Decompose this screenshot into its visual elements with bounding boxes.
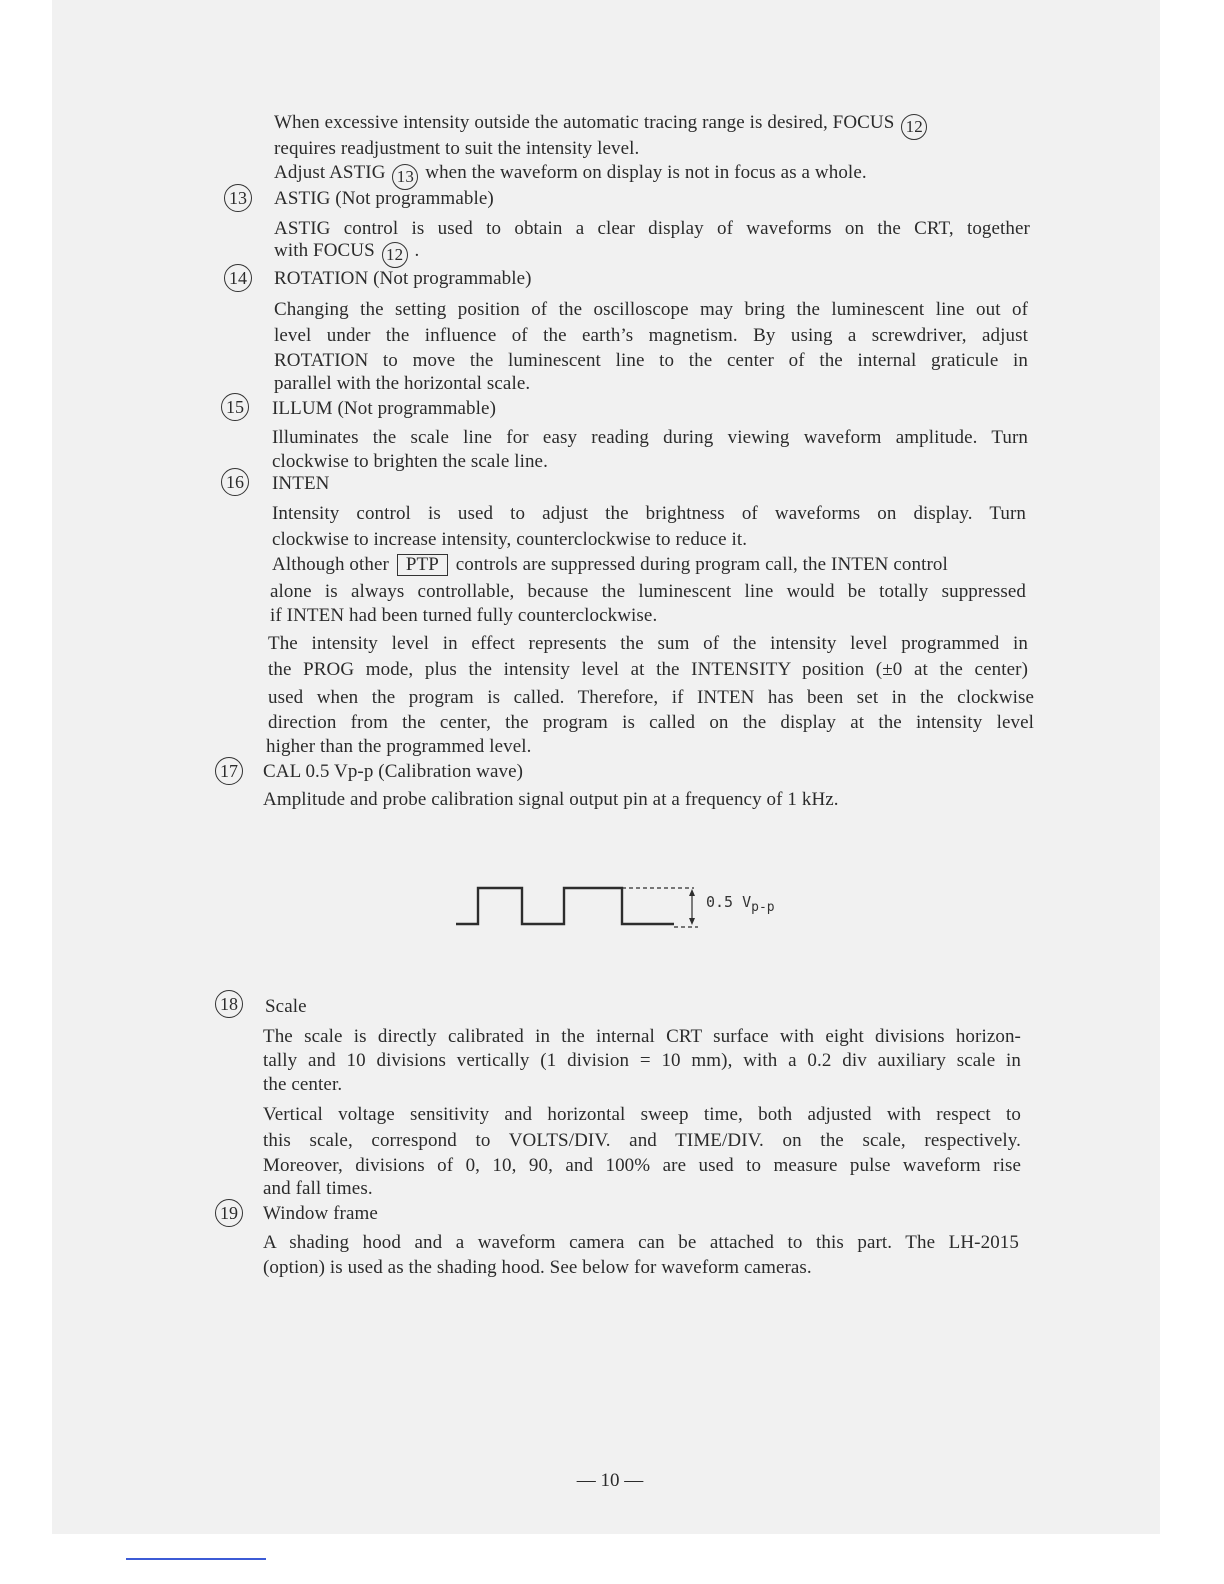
ref-marker-12: 12 [382, 242, 408, 268]
text-line: requires readjustment to suit the intensity level. [274, 138, 640, 159]
section-marker-19: 19 [215, 1199, 243, 1227]
text-span: When excessive intensity outside the automatic tracing range is desired, FOCUS [274, 112, 895, 133]
page-number: — 10 — [576, 1470, 644, 1491]
section-marker-13: 13 [224, 184, 252, 212]
text-line: if INTEN had been turned fully counterclockwise. [270, 605, 658, 626]
section-marker-17: 17 [215, 757, 243, 785]
text-line: this scale, correspond to VOLTS/DIV. and TIME/DIV. on the scale, respectively. [263, 1130, 1021, 1151]
text-line: Amplitude and probe calibration signal output pin at a frequency of 1 kHz. [263, 789, 839, 810]
text-span: with FOCUS [274, 240, 375, 261]
text-line: ASTIG control is used to obtain a clear display of waveforms on the CRT, together [274, 218, 1030, 239]
section-title: ILLUM (Not programmable) [272, 398, 496, 419]
text-line: used when the program is called. Therefore, if INTEN has been set in the clockwise [268, 687, 1034, 708]
section-marker-18: 18 [215, 990, 243, 1018]
text-span: . [414, 240, 420, 261]
text-line: (option) is used as the shading hood. See below for waveform cameras. [263, 1257, 812, 1278]
text-line: parallel with the horizontal scale. [274, 373, 531, 394]
amplitude-arrow-head-up [689, 889, 695, 896]
ref-marker-13: 13 [392, 164, 418, 190]
text-line: Vertical voltage sensitivity and horizontal sweep time, both adjusted with respect to [263, 1104, 1021, 1125]
label-main: 0.5 V [706, 893, 752, 911]
section-title: ROTATION (Not programmable) [274, 268, 532, 289]
link-underline [126, 1558, 266, 1560]
text-line: the PROG mode, plus the intensity level at the INTENSITY position (±0 at the center) [268, 659, 1028, 680]
section-marker-15: 15 [221, 393, 249, 421]
text-line: alone is always controllable, because the luminescent line would be totally suppressed [270, 581, 1026, 602]
square-wave-trace [456, 888, 674, 924]
ref-marker-12: 12 [901, 114, 927, 140]
text-line: A shading hood and a waveform camera can be attached to this part. The LH-2015 [263, 1232, 1019, 1253]
text-line: and fall times. [263, 1178, 373, 1199]
label-sub: p-p [751, 900, 775, 915]
text-line: The intensity level in effect represents the sum of the intensity level programmed in [268, 633, 1028, 654]
text-line: tally and 10 divisions vertically (1 division = 10 mm), with a 0.2 div auxiliary scale in [263, 1050, 1021, 1071]
text-line: Moreover, divisions of 0, 10, 90, and 100% are used to measure pulse waveform rise [263, 1155, 1021, 1176]
calibration-waveform-figure [440, 870, 720, 940]
text-line: Illuminates the scale line for easy reading during viewing waveform amplitude. Turn [272, 427, 1028, 448]
text-line: The scale is directly calibrated in the internal CRT surface with eight divisions horizon- [263, 1026, 1021, 1047]
amplitude-arrow-head-down [689, 918, 695, 925]
section-title: Scale [265, 996, 307, 1017]
text-line: higher than the programmed level. [266, 736, 532, 757]
text-line: clockwise to brighten the scale line. [272, 451, 548, 472]
text-span: Adjust ASTIG [274, 162, 386, 183]
text-line: Intensity control is used to adjust the brightness of waveforms on display. Turn [272, 503, 1026, 524]
waveform-amplitude-label [706, 893, 775, 915]
text-line [274, 162, 867, 190]
text-line: direction from the center, the program is called on the display at the intensity level [268, 712, 1034, 733]
text-line [274, 240, 419, 268]
ptp-boxed-label: PTP [397, 554, 448, 576]
section-title: CAL 0.5 Vp-p (Calibration wave) [263, 761, 524, 782]
section-title: INTEN [272, 473, 330, 494]
section-title: Window frame [263, 1203, 378, 1224]
section-title: ASTIG (Not programmable) [274, 188, 494, 209]
text-line [272, 554, 948, 576]
text-line: the center. [263, 1074, 343, 1095]
text-line [274, 112, 1024, 140]
section-marker-14: 14 [224, 264, 252, 292]
text-line: ROTATION to move the luminescent line to the center of the internal graticule in [274, 350, 1028, 371]
text-span: Although other [272, 554, 389, 575]
text-line: Changing the setting position of the oscilloscope may bring the luminescent line out of [274, 299, 1028, 320]
text-span: when the waveform on display is not in focus as a whole. [425, 162, 867, 183]
section-marker-16: 16 [221, 468, 249, 496]
text-line: clockwise to increase intensity, counterclockwise to reduce it. [272, 529, 748, 550]
text-line: level under the influence of the earth’s magnetism. By using a screwdriver, adjust [274, 325, 1028, 346]
text-span: controls are suppressed during program call, the INTEN control [455, 554, 948, 575]
